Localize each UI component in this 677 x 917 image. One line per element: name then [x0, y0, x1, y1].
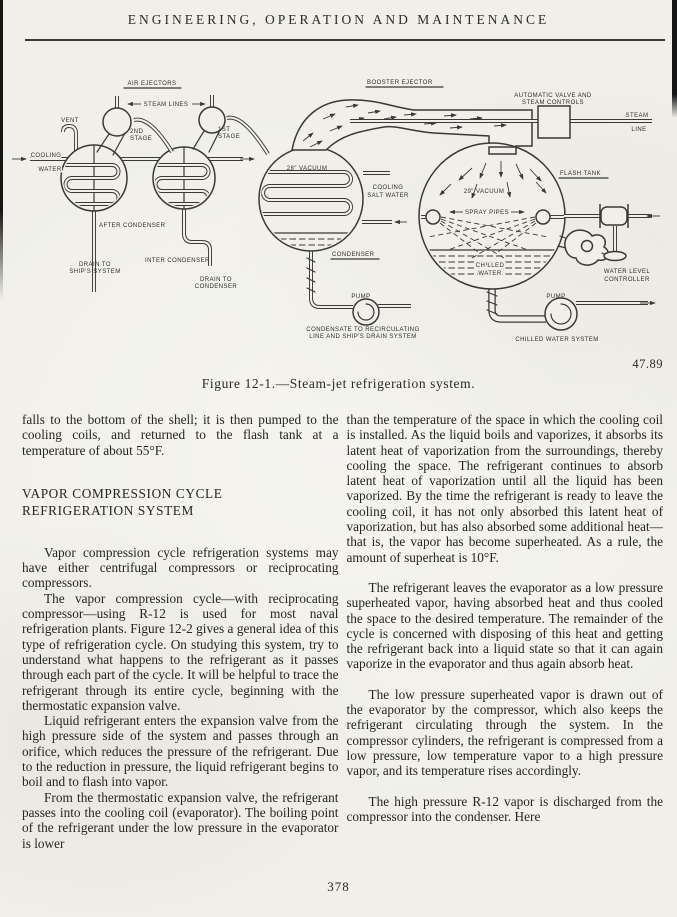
label-wlc-2: CONTROLLER — [604, 277, 650, 283]
paragraph: The high pressure R-12 vapor is discharged from the compressor into the condenser. Here — [346, 793, 663, 824]
section-heading — [22, 485, 339, 520]
label-inter-condenser: INTER CONDENSER — [145, 258, 210, 264]
label-condenser: CONDENSER — [332, 252, 375, 258]
paragraph: The vapor compression cycle—with reciprocating compressor—using R-12 is used for most naval refrigeration plants. Figure 12-2 gives a general idea of this type of refrigeration cycle. On studying this system, try to understand what happens to the refrigerant as it passes through each part of the cycle. It will be helpful to trace the refrigerant through its entire cycle, beginning with the thermostatic expansion valve. — [22, 590, 339, 713]
chilled-water-piping — [487, 284, 655, 330]
label-auto-valve-2: STEAM CONTROLS — [522, 100, 584, 106]
page-number: 378 — [327, 879, 350, 894]
label-cooling-water: WATER — [38, 167, 62, 173]
label-1st-stage: 1ST — [218, 127, 231, 133]
label-spray-pipes: SPRAY PIPES — [464, 210, 510, 216]
label-drain-ships-2: SHIP'S SYSTEM — [69, 269, 121, 275]
paragraph: The low pressure superheated vapor is drawn out of the evaporator by the compressor, which also keeps the refrigerant circulating through the system. In the compressor cylinders, the refrigerant is compressed from a low pressure, low temperature vapor to a high pressure vapor, and its temperature rises accordingly. — [346, 686, 663, 779]
spray-nozzle-right — [536, 210, 550, 224]
label-pump-chilled: PUMP — [546, 294, 566, 300]
label-chilled-1: CHILLED — [475, 263, 505, 269]
label-air-ejectors: AIR EJECTORS — [127, 81, 177, 87]
paragraph: than the temperature of the space in which the cooling coil is installed. As the liquid boils and vaporizes, it absorbs its latent heat of vaporization from the surroundings, thereby cooling the space. The refrigerant continues to absorb latent heat of vaporization until all the liquid has been vaporized. By the time the refrigerant is ready to leave the cooling coil, it has not only absorbed this latent heat of vaporization, but has also absorbed some additional heat—that is, the vapor has become superheated. As a rule, the amount of superheat is 10°F. — [346, 412, 663, 565]
water-level-controller-assembly — [558, 204, 660, 265]
figure-credit-number: 47.89 — [632, 357, 663, 371]
label-flash-tank: FLASH TANK — [560, 171, 601, 177]
label-cooling-salt-2: SALT WATER — [367, 193, 409, 199]
paragraph: Vapor compression cycle refrigeration systems may have either centrifugal compressors or reciprocating compressors. — [22, 544, 339, 591]
label-vent: VENT — [61, 118, 79, 124]
body-text — [22, 412, 663, 879]
chilled-water-pump — [545, 298, 577, 330]
label-wlc-1: WATER LEVEL — [603, 269, 651, 275]
vent-pipe — [63, 126, 76, 152]
paragraph: The refrigerant leaves the evaporator as a low pressure superheated vapor, having absorbed heat and thus cooled the space to the desired temperature. The remainder of the cycle is concerned with disposing of this heat and getting the refrigerant back into a liquid state so that it can again vaporize in the evaporator and thus again absorb heat. — [346, 579, 663, 672]
label-cooling: COOLING — [30, 153, 62, 159]
controller-flange — [604, 252, 626, 261]
label-booster-ejector: BOOSTER EJECTOR — [367, 80, 433, 86]
right-column — [347, 412, 664, 879]
automatic-valve-box — [538, 106, 570, 138]
header-rule — [25, 39, 665, 41]
label-2nd-stage-2: STAGE — [130, 136, 153, 142]
label-1st-stage-2: STAGE — [218, 134, 241, 140]
label-28-vacuum: 28" VACUUM — [286, 166, 328, 172]
label-condensate-2: LINE AND SHIP'S DRAIN SYSTEM — [309, 334, 417, 340]
paragraph: From the thermostatic expansion valve, the refrigerant passes into the cooling coil (evaporator). The boiling point of the refrigerant under the low pressure in the evaporator is lower — [22, 789, 339, 851]
left-column — [22, 412, 339, 879]
label-pump-condensate: PUMP — [351, 294, 371, 300]
label-chilled-2: WATER — [478, 271, 502, 277]
label-cooling-salt-1: COOLING — [372, 185, 404, 191]
figure-caption: Figure 12-1.—Steam-jet refrigeration system. — [201, 376, 476, 391]
main-condenser-vessel — [259, 147, 407, 251]
section-heading-line2: REFRIGERATION SYSTEM — [22, 503, 194, 519]
condensate-pump — [353, 299, 379, 325]
valve-body — [601, 207, 627, 225]
label-drain-condenser-2: CONDENSER — [194, 284, 238, 290]
label-steam: STEAM — [625, 113, 649, 119]
second-stage-ejector — [103, 108, 131, 136]
label-29-vacuum: 29" VACUUM — [463, 189, 505, 195]
label-line: LINE — [631, 127, 647, 133]
spray-nozzle-left — [426, 210, 440, 224]
inter-condenser-vessel — [152, 147, 215, 209]
label-steam-lines: STEAM LINES — [143, 102, 189, 108]
figure-12-1-diagram — [0, 58, 677, 373]
label-auto-valve-1: AUTOMATIC VALVE AND — [514, 93, 592, 99]
label-chilled-water-system: CHILLED WATER SYSTEM — [515, 337, 599, 343]
label-2nd-stage: 2ND — [130, 129, 144, 135]
after-condenser-vessel — [60, 145, 127, 211]
label-after-condenser: AFTER CONDENSER — [99, 223, 166, 229]
drain-piping — [94, 205, 210, 292]
section-heading-line1: VAPOR COMPRESSION CYCLE — [22, 485, 223, 501]
label-condensate-1: CONDENSATE TO RECIRCULATING — [306, 327, 420, 333]
label-drain-ships-1: DRAIN TO — [78, 262, 112, 268]
running-header: ENGINEERING, OPERATION AND MAINTENANCE — [127, 12, 550, 27]
paragraph: falls to the bottom of the shell; it is then pumped to the cooling coils, and returned to the flash tank at a temperature of about 55°F. — [22, 412, 339, 458]
paragraph: Liquid refrigerant enters the expansion valve from the high pressure side of the system and passes through an orifice, which reduces the pressure of the refrigerant. Due to the reduction in pressure, the liquid refrigerant begins to boil and to flash into vapor. — [22, 713, 339, 790]
label-drain-condenser-1: DRAIN TO — [199, 277, 233, 283]
